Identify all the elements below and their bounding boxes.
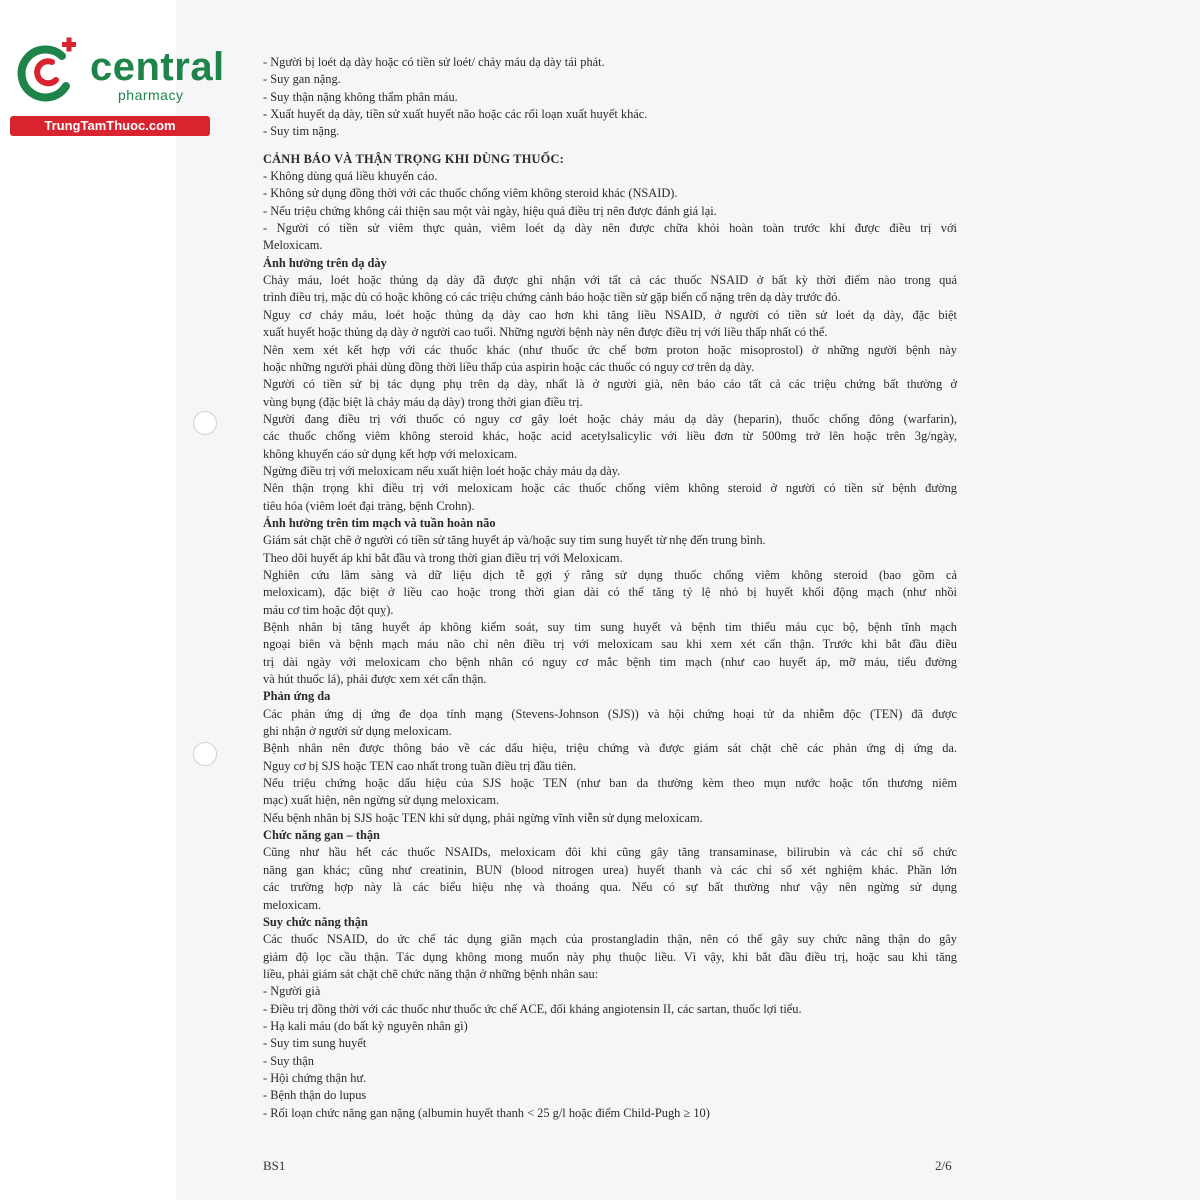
stomach-text-line: Người đang điều trị với thuốc có nguy cơ gây loét hoặc chảy máu dạ dày (heparin), thuốc chống đông (warfarin), [263,411,957,426]
renal-risk-item: - Hạ kali máu (do bất kỳ nguyên nhân gì) [263,1018,468,1033]
heading-renal: Suy chức năng thận [263,914,368,929]
warning-item: - Không dùng quá liều khuyến cáo. [263,169,438,184]
skin-text-line: Nếu bệnh nhân bị SJS hoặc TEN khi sử dụng, phải ngừng vĩnh viễn sử dụng meloxicam. [263,810,703,825]
brand-name: central [90,45,225,89]
cardio-text-line: Nghiên cứu lâm sàng và dữ liệu dịch tễ gợi ý rằng sử dụng thuốc chống viêm không steroid (bao gồm cả [263,567,957,582]
skin-text-line: mạc) xuất hiện, nên ngừng sử dụng meloxicam. [263,793,500,808]
stomach-text-line: xuất huyết hoặc thủng dạ dày ở người cao tuổi. Những người bệnh này nên được điều trị với liều thấp nhất có thể. [263,325,828,340]
contraindication-item: - Suy thận nặng không thẩm phân máu. [263,89,458,104]
contraindication-item: - Suy tim nặng. [263,124,340,139]
renal-text-line: liều, phải giám sát chặt chẽ chức năng thận ở những bệnh nhân sau: [263,966,599,981]
stomach-text-line: vùng bụng (đặc biệt là chảy máu dạ dày) trong thời gian điều trị. [263,394,583,409]
renal-risk-item: - Suy tim sung huyết [263,1036,367,1051]
cardio-text-line: và hút thuốc lá), phải được xem xét cẩn thận. [263,672,487,687]
warning-list [263,168,957,220]
pharmacy-cross-icon [10,34,86,110]
brand-subtitle: pharmacy [118,87,184,103]
contraindication-item: - Người bị loét dạ dày hoặc có tiền sử loét/ chảy máu dạ dày tái phát. [263,55,605,69]
renal-risk-item: - Người già [263,984,321,999]
skin-text-line: Nguy cơ bị SJS hoặc TEN cao nhất trong tuần điều trị đầu tiên. [263,758,577,773]
stomach-text-line: Người có tiền sử bị tác dụng phụ trên dạ dày, nhất là ở người già, nên báo cáo tất cả các triệu chứng bất thường ở [263,377,957,392]
cardio-text-line: ngoại biên và bệnh mạch máu não chỉ nên điều trị với meloxicam sau khi xem xét cẩn thận. Trước khi bắt đầu điều [263,637,957,652]
page-code: BS1 [263,1158,286,1173]
warning-paragraph [263,220,957,255]
skin-text-line: ghi nhận ở người sử dụng meloxicam. [263,724,452,739]
cardio-text-line: Bệnh nhân bị tăng huyết áp không kiểm soát, suy tim sung huyết và bệnh tim thiếu máu cục bộ, bệnh tĩnh mạch [263,620,957,634]
liver-text-line: Cũng như hầu hết các thuốc NSAIDs, meloxicam đôi khi cũng gây tăng transaminase, bilirubin và các chỉ số chức [263,845,957,860]
renal-risk-item: - Suy thận [263,1053,314,1068]
cardio-text-line: Giám sát chặt chẽ ở người có tiền sử tăng huyết áp và/hoặc suy tim sung huyết từ nhẹ đến trung bình. [263,533,766,548]
contraindication-item: - Xuất huyết dạ dày, tiền sử xuất huyết não hoặc các rối loạn xuất huyết khác. [263,107,648,122]
renal-risk-item: - Rối loạn chức năng gan nặng (albumin huyết thanh < 25 g/l hoặc điểm Child-Pugh ≥ 10) [263,1105,710,1120]
renal-risk-item: - Bệnh thận do lupus [263,1088,367,1103]
stomach-text-line: không khuyến cáo sử dụng kết hợp với meloxicam. [263,446,518,461]
liver-text-line: các trường hợp này là các biểu hiệu nhẹ và thoáng qua. Nếu có sự bất thường như vậy nên ngừng sử dụng [263,880,957,895]
cardio-text-line: trị dài ngày với meloxicam cho bệnh nhân có nguy cơ mắc bệnh tim mạch (như cao huyết áp, mỡ máu, tiểu đường [263,654,957,669]
stomach-text-line: hoặc những người phải dùng đồng thời liều thấp của aspirin hoặc các thuốc có nguy cơ trên dạ dày. [263,359,755,374]
stomach-text-line: Nên xem xét kết hợp với các thuốc khác (như thuốc ức chế bơm proton hoặc misoprostol) ở những người bệnh này [263,342,957,357]
skin-text-line: Các phản ứng dị ứng đe dọa tính mạng (Stevens-Johnson (SJS)) và hội chứng hoại tử da nhiễm độc (TEN) đã được [263,706,957,721]
stomach-text-line: tiêu hóa (viêm loét đại tràng, bệnh Crohn). [263,498,475,513]
renal-risk-list [263,983,957,1122]
stomach-section [263,272,957,515]
cardio-text-line: Theo dõi huyết áp khi bắt đầu và trong thời gian điều trị với Meloxicam. [263,550,623,565]
stomach-text-line: Nên thận trọng khi điều trị với meloxicam hoặc các thuốc chống viêm không steroid ở người có tiền sử bệnh đường [263,481,957,496]
cardio-section [263,532,957,688]
leaflet-body [263,54,957,1122]
warning-item: - Không sử dụng đồng thời với các thuốc chống viêm không steroid khác (NSAID). [263,186,678,201]
renal-risk-item: - Điều trị đồng thời với các thuốc như thuốc ức chế ACE, đối kháng angiotensin II, các sartan, thuốc lợi tiểu. [263,1001,802,1016]
page-number: 2/6 [935,1158,952,1173]
warning-title: CẢNH BÁO VÀ THẬN TRỌNG KHI DÙNG THUỐC: [263,151,564,166]
stomach-text-line: Chảy máu, loét hoặc thủng dạ dày đã được ghi nhận với tất cả các thuốc NSAID ở bất kỳ thời điểm nào trong quá [263,273,957,288]
liver-text-line: meloxicam. [263,897,322,912]
skin-text-line: Nếu triệu chứng hoặc dấu hiệu của SJS hoặc TEN (như ban da thường kèm theo mụn nước hoặc tổn thương niêm [263,776,957,791]
warning-line: - Người có tiền sử viêm thực quản, viêm loét dạ dày nên được chữa khỏi hoàn toàn trước khi được điều trị với [263,221,957,236]
punch-hole-top [193,411,217,435]
heading-liver-kidney: Chức năng gan – thận [263,828,380,843]
contraindication-item: - Suy gan nặng. [263,72,341,87]
stomach-text-line: các thuốc chống viêm không steroid khác, hoặc acid acetylsalicylic với liều đơn từ 500mg trở lên hoặc trên 3g/ngày, [263,429,957,444]
stomach-text-line: Ngừng điều trị với meloxicam nếu xuất hiện loét hoặc chảy máu dạ dày. [263,463,621,478]
punch-hole-bottom [193,742,217,766]
central-pharmacy-logo [10,34,225,138]
heading-cardio: Ảnh hưởng trên tim mạch và tuần hoàn não [263,515,496,530]
renal-text-line: giảm độ lọc cầu thận. Tác dụng không mong muốn này phụ thuộc liều. Vì vậy, khi bắt đầu điều trị, hoặc sau khi tăng [263,949,957,964]
heading-stomach: Ảnh hưởng trên dạ dày [263,255,387,270]
skin-text-line: Bệnh nhân nên được thông báo về các dấu hiệu, triệu chứng và được giám sát chặt chẽ các phản ứng dị ứng da. [263,741,957,756]
heading-skin: Phản ứng da [263,689,331,704]
skin-section [263,706,957,827]
stomach-text-line: trình điều trị, mặc dù có hoặc không có các triệu chứng cảnh báo hoặc tiền sử gặp biến cố nặng trên dạ dày trước đó. [263,290,841,305]
brand-site: TrungTamThuoc.com [10,116,210,136]
cardio-text-line: meloxicam), đặc biệt ở liều cao hoặc trong thời gian dài có thể tăng tỷ lệ nhỏ bị huyết khối động mạch (như nhồi [263,585,957,600]
stomach-text-line: Nguy cơ chảy máu, loét hoặc thủng dạ dày cao hơn khi tăng liều NSAID, ở người có tiền sử loét dạ dày, đặc biệt [263,307,957,322]
liver-text-line: năng gan khác; cũng như creatinin, BUN (blood nitrogen urea) huyết thanh và các chỉ số xét nghiệm khác. Phần lớn [263,862,957,877]
renal-risk-item: - Hội chứng thận hư. [263,1070,367,1085]
cardio-text-line: máu cơ tim hoặc đột quỵ). [263,602,394,617]
renal-text-line: Các thuốc NSAID, do ức chế tác dụng giãn mạch của prostangladin thận, nên có thể gây suy chức năng thận do gây [263,932,957,947]
renal-section [263,931,957,983]
liver-kidney-section [263,844,957,913]
warning-line: Meloxicam. [263,238,323,253]
contraindication-list [263,54,957,141]
warning-item: - Nếu triệu chứng không cải thiện sau một vài ngày, hiệu quả điều trị nên được đánh giá lại. [263,203,717,218]
